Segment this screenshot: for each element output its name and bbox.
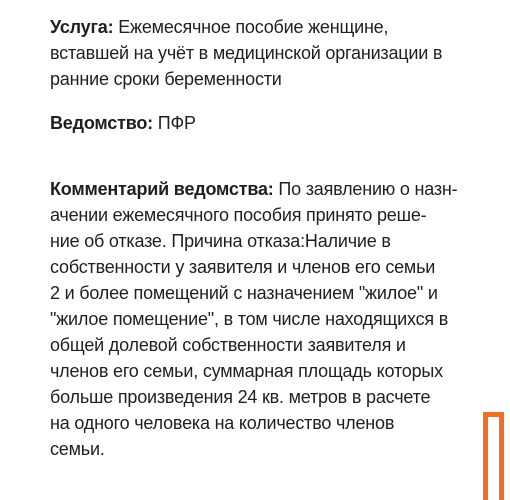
- agency-comment-text-line: ние об отказе. Причина отказа:Наличие в: [50, 231, 391, 251]
- agency-comment-text-line: По заявлению о назн-: [278, 179, 458, 199]
- comment-line: [50, 176, 470, 202]
- service-row: [50, 14, 470, 92]
- agency-comment-text-line: семьи.: [50, 439, 105, 459]
- agency-value: ПФР: [157, 113, 196, 133]
- application-record: [50, 14, 470, 462]
- agency-row: [50, 110, 470, 136]
- agency-label: Ведомство:: [50, 113, 153, 133]
- agency-comment-label: Комментарий ведомства:: [50, 179, 274, 199]
- service-value: Ежемесячное пособие женщине, вставшей на учёт в медицинской организации в ранние сроки беременности: [50, 17, 443, 89]
- agency-comment-text-line: больше произведения 24 кв. метров в расчете: [50, 387, 431, 407]
- agency-comment-text-line: общей долевой собственности заявителя и: [50, 335, 406, 355]
- agency-comment-text-line: собственности у заявителя и членов его семьи: [50, 257, 436, 277]
- agency-comment-text-line: членов его семьи, суммарная площадь которых: [50, 361, 443, 381]
- agency-comment-row: [50, 176, 470, 462]
- agency-comment-text-line: 2 и более помещений с назначением "жилое" и: [50, 283, 438, 303]
- side-tab-handle[interactable]: [483, 412, 504, 500]
- service-label: Услуга:: [50, 17, 114, 37]
- agency-comment-text-line: на одного человека на количество членов: [50, 413, 395, 433]
- agency-comment-text-line: "жилое помещение", в том числе находящихся в: [50, 309, 449, 329]
- agency-comment-text-line: ачении ежемесячного пособия принято реше-: [50, 205, 427, 225]
